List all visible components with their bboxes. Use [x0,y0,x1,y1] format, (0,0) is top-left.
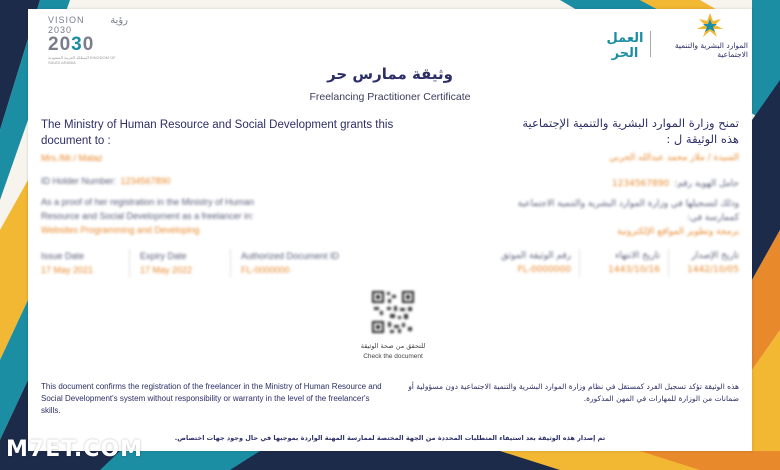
proof-line2-ar: كممارسة في: [687,213,739,223]
issue-date-ar [668,249,739,277]
issuance-note-ar: تم إصدار هذه الوثيقة بعد استيفاء المتطلبات المحددة من الجهة المختصة لممارسة المهنة الواردة بموجبها في حال وجود جهات اختصاص. [174,434,606,442]
freelance-logo [603,31,663,61]
intro-text-en: The Ministry of Human Resource and Social Development grants this document to : [41,119,394,147]
auth-value-en: FL-0000000 [241,265,290,275]
vision-logo-sub: المملكة العربية السعودية KINGDOM OF SAUDI ARABIA [48,55,116,65]
proof-line1-en: As a proof of her registration in the Ministry of Human [41,197,255,207]
issue-label-en: Issue Date [41,251,85,261]
intro-ar-line2: هذه الوثيقة ل : [666,132,739,146]
vision-2030-logo [48,15,128,65]
expiry-date-ar [579,249,668,277]
issue-label-ar: تاريخ الإصدار [691,251,739,261]
expiry-value-en: 17 May 2022 [140,265,193,275]
vision-logo-text: VISION 2030 [48,15,85,35]
field-en: Websites Programming and Developing [41,225,200,235]
certificate-title-en: Freelancing Practitioner Certificate [309,91,471,103]
issue-value-en: 17 May 2021 [41,265,94,275]
certificate-title-ar: وثيقة ممارس حر [327,65,453,83]
ministry-logo [663,13,748,63]
vision-logo-ar: رؤية [110,15,128,26]
disclaimer-en: This document confirms the registration of the freelancer in the Ministry of Human Resource and Social Development's system without responsibility or warranty in the level of the freelancer's skills. [41,382,382,415]
holder-id-label-en: ID Holder Number: [41,176,117,186]
auth-id-ar [491,249,579,277]
qr-code-icon[interactable] [370,289,416,335]
holder-id-value-ar: 1234567890 [611,179,670,189]
qr-label-ar: للتحقق من صحة الوثيقة [360,342,426,350]
dates-row-en [41,249,371,277]
ministry-logo-text: الموارد البشرية والتنمية الاجتماعية [674,41,748,59]
holder-details-en [41,151,381,237]
holder-id-row-ar [439,171,739,191]
auth-value-ar: FL-0000000 [517,265,571,275]
holder-name-ar: السيدة / ملاز محمد عبدالله الحربي [609,153,739,163]
proof-line1-ar: وذلك لتسجيلها في وزارة الموارد البشرية والتنمية الاجتماعية [517,199,739,209]
holder-id-label-ar: حامل الهوية رقم: [674,179,739,189]
freelance-logo-text: العمل الحر [606,31,644,61]
proof-line2-en: Resource and Social Development as a freelancer in: [41,211,254,221]
qr-label-en: Check the document [363,353,423,360]
expiry-label-ar: تاريخ الانتهاء [615,251,660,261]
expiry-value-ar: 1443/10/16 [608,265,660,275]
field-ar: برمجة وتطوير المواقع الإلكترونية [617,227,739,237]
holder-name-en: Mrs./Mr./ Malaz [41,153,103,163]
holder-id-row-en [41,171,381,189]
intro-text-ar [439,115,739,147]
ministry-emblem-icon [695,13,725,39]
issue-date-en [41,249,130,277]
expiry-date-en [130,249,231,277]
vision-logo-year: 2030 [48,34,95,55]
dates-row-ar [489,249,739,277]
issue-value-ar: 1442/10/05 [687,265,739,275]
disclaimer-ar: هذه الوثيقة تؤكد تسجيل الفرد كمستقل في نظام وزارة الموارد البشرية والتنمية الاجتماعية دون مسؤولية أو ضمانات من الوزارة للمهارات في المهن المذكورة. [408,382,739,403]
holder-details-ar [439,151,739,239]
holder-id-value-en: 1234567890 [120,176,171,186]
auth-label-en: Authorized Document ID [241,251,340,261]
expiry-label-en: Expiry Date [140,251,187,261]
certificate-card [28,9,752,451]
intro-ar-line1: تمنح وزارة الموارد البشرية والتنمية الإجتماعية [522,116,739,130]
site-watermark: M7ET.COM [6,437,143,462]
auth-id-en [231,249,371,277]
auth-label-ar: رقم الوثيقة الموثق [501,251,571,261]
